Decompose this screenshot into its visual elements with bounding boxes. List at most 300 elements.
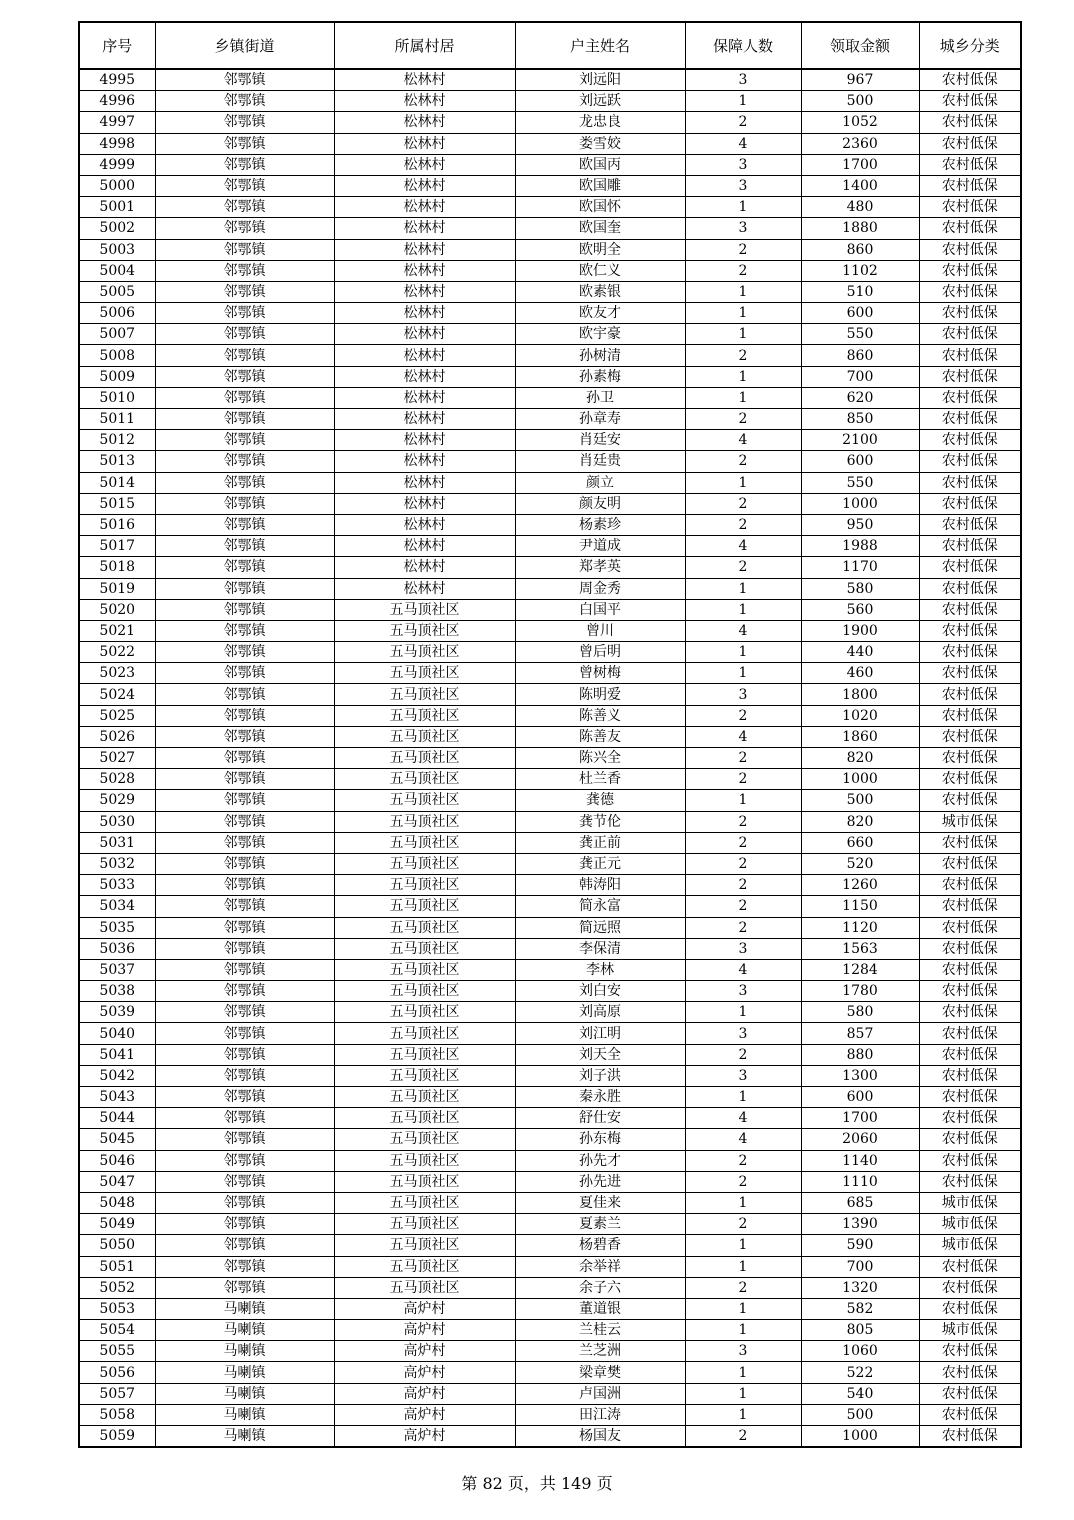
serial-number-cell: 5022 xyxy=(79,642,155,663)
householder-name-cell: 孙章寿 xyxy=(515,409,685,430)
serial-number-cell: 5023 xyxy=(79,663,155,684)
category-cell: 农村低保 xyxy=(919,366,1021,387)
householder-name-cell: 颜立 xyxy=(515,472,685,493)
category-cell: 农村低保 xyxy=(919,197,1021,218)
village-cell: 五马顶社区 xyxy=(334,938,515,959)
table-row xyxy=(79,959,1021,980)
table-row xyxy=(79,218,1021,239)
table-row xyxy=(79,1298,1021,1319)
householder-name-cell: 白国平 xyxy=(515,599,685,620)
serial-number-cell: 5014 xyxy=(79,472,155,493)
amount-cell: 1060 xyxy=(801,1341,919,1362)
table-row xyxy=(79,1150,1021,1171)
serial-number-cell: 5049 xyxy=(79,1214,155,1235)
serial-number-cell: 5032 xyxy=(79,853,155,874)
serial-number-cell: 5025 xyxy=(79,705,155,726)
amount-cell: 1800 xyxy=(801,684,919,705)
covered-persons-cell: 2 xyxy=(685,811,801,832)
table-row xyxy=(79,726,1021,747)
township-cell: 邻鄂镇 xyxy=(155,239,334,260)
covered-persons-cell: 1 xyxy=(685,663,801,684)
serial-number-cell: 5055 xyxy=(79,1341,155,1362)
householder-name-cell: 陈善义 xyxy=(515,705,685,726)
township-cell: 邻鄂镇 xyxy=(155,493,334,514)
village-cell: 五马顶社区 xyxy=(334,1192,515,1213)
village-cell: 松林村 xyxy=(334,69,515,91)
category-cell: 农村低保 xyxy=(919,726,1021,747)
township-cell: 邻鄂镇 xyxy=(155,536,334,557)
amount-cell: 550 xyxy=(801,472,919,493)
category-cell: 农村低保 xyxy=(919,324,1021,345)
amount-cell: 440 xyxy=(801,642,919,663)
category-cell: 农村低保 xyxy=(919,557,1021,578)
category-cell: 农村低保 xyxy=(919,1362,1021,1383)
township-cell: 邻鄂镇 xyxy=(155,620,334,641)
township-cell: 马喇镇 xyxy=(155,1404,334,1425)
table-row xyxy=(79,684,1021,705)
category-cell: 农村低保 xyxy=(919,1065,1021,1086)
householder-name-cell: 刘江明 xyxy=(515,1023,685,1044)
category-cell: 农村低保 xyxy=(919,536,1021,557)
covered-persons-cell: 2 xyxy=(685,1150,801,1171)
category-cell: 农村低保 xyxy=(919,1341,1021,1362)
serial-number-cell: 5034 xyxy=(79,896,155,917)
category-cell: 农村低保 xyxy=(919,769,1021,790)
category-cell: 农村低保 xyxy=(919,663,1021,684)
amount-cell: 620 xyxy=(801,387,919,408)
covered-persons-cell: 1 xyxy=(685,197,801,218)
township-cell: 邻鄂镇 xyxy=(155,303,334,324)
table-row xyxy=(79,1256,1021,1277)
amount-cell: 950 xyxy=(801,514,919,535)
amount-cell: 1400 xyxy=(801,175,919,196)
serial-number-cell: 5004 xyxy=(79,260,155,281)
village-cell: 松林村 xyxy=(334,557,515,578)
village-cell: 五马顶社区 xyxy=(334,790,515,811)
householder-name-cell: 兰芝洲 xyxy=(515,1341,685,1362)
serial-number-cell: 5003 xyxy=(79,239,155,260)
table-row xyxy=(79,769,1021,790)
village-cell: 五马顶社区 xyxy=(334,705,515,726)
header-village: 所属村居 xyxy=(334,22,515,69)
covered-persons-cell: 2 xyxy=(685,917,801,938)
householder-name-cell: 肖廷贵 xyxy=(515,451,685,472)
amount-cell: 820 xyxy=(801,811,919,832)
covered-persons-cell: 2 xyxy=(685,260,801,281)
serial-number-cell: 5026 xyxy=(79,726,155,747)
householder-name-cell: 舒仕安 xyxy=(515,1108,685,1129)
header-township: 乡镇街道 xyxy=(155,22,334,69)
householder-name-cell: 陈兴全 xyxy=(515,748,685,769)
covered-persons-cell: 1 xyxy=(685,324,801,345)
covered-persons-cell: 4 xyxy=(685,620,801,641)
category-cell: 农村低保 xyxy=(919,1087,1021,1108)
category-cell: 农村低保 xyxy=(919,599,1021,620)
householder-name-cell: 龚节伦 xyxy=(515,811,685,832)
amount-cell: 460 xyxy=(801,663,919,684)
covered-persons-cell: 3 xyxy=(685,69,801,91)
category-cell: 农村低保 xyxy=(919,112,1021,133)
covered-persons-cell: 2 xyxy=(685,493,801,514)
householder-name-cell: 刘高原 xyxy=(515,1002,685,1023)
village-cell: 五马顶社区 xyxy=(334,748,515,769)
amount-cell: 857 xyxy=(801,1023,919,1044)
amount-cell: 580 xyxy=(801,1002,919,1023)
table-row xyxy=(79,472,1021,493)
serial-number-cell: 5008 xyxy=(79,345,155,366)
category-cell: 农村低保 xyxy=(919,218,1021,239)
township-cell: 邻鄂镇 xyxy=(155,1002,334,1023)
village-cell: 松林村 xyxy=(334,133,515,154)
table-row xyxy=(79,1129,1021,1150)
covered-persons-cell: 2 xyxy=(685,1277,801,1298)
amount-cell: 510 xyxy=(801,281,919,302)
table-row xyxy=(79,811,1021,832)
amount-cell: 540 xyxy=(801,1383,919,1404)
amount-cell: 685 xyxy=(801,1192,919,1213)
township-cell: 邻鄂镇 xyxy=(155,1256,334,1277)
table-row xyxy=(79,493,1021,514)
amount-cell: 500 xyxy=(801,1404,919,1425)
serial-number-cell: 4995 xyxy=(79,69,155,91)
householder-name-cell: 梁章樊 xyxy=(515,1362,685,1383)
householder-name-cell: 孙先进 xyxy=(515,1171,685,1192)
serial-number-cell: 5059 xyxy=(79,1426,155,1448)
householder-name-cell: 刘远阳 xyxy=(515,69,685,91)
category-cell: 城市低保 xyxy=(919,1192,1021,1213)
table-row xyxy=(79,345,1021,366)
householder-name-cell: 夏素兰 xyxy=(515,1214,685,1235)
covered-persons-cell: 2 xyxy=(685,1426,801,1448)
householder-name-cell: 简远照 xyxy=(515,917,685,938)
serial-number-cell: 5024 xyxy=(79,684,155,705)
householder-name-cell: 娄雪姣 xyxy=(515,133,685,154)
category-cell: 农村低保 xyxy=(919,1404,1021,1425)
table-row xyxy=(79,981,1021,1002)
table-row xyxy=(79,324,1021,345)
category-cell: 城市低保 xyxy=(919,811,1021,832)
category-cell: 农村低保 xyxy=(919,1150,1021,1171)
serial-number-cell: 4998 xyxy=(79,133,155,154)
covered-persons-cell: 4 xyxy=(685,959,801,980)
serial-number-cell: 5015 xyxy=(79,493,155,514)
covered-persons-cell: 1 xyxy=(685,1192,801,1213)
covered-persons-cell: 1 xyxy=(685,472,801,493)
village-cell: 高炉村 xyxy=(334,1383,515,1404)
village-cell: 五马顶社区 xyxy=(334,599,515,620)
village-cell: 五马顶社区 xyxy=(334,684,515,705)
covered-persons-cell: 1 xyxy=(685,1383,801,1404)
amount-cell: 1260 xyxy=(801,875,919,896)
amount-cell: 967 xyxy=(801,69,919,91)
householder-name-cell: 龚正前 xyxy=(515,832,685,853)
covered-persons-cell: 2 xyxy=(685,896,801,917)
amount-cell: 1170 xyxy=(801,557,919,578)
table-row xyxy=(79,938,1021,959)
village-cell: 松林村 xyxy=(334,409,515,430)
serial-number-cell: 5035 xyxy=(79,917,155,938)
township-cell: 邻鄂镇 xyxy=(155,578,334,599)
category-cell: 农村低保 xyxy=(919,748,1021,769)
serial-number-cell: 5056 xyxy=(79,1362,155,1383)
category-cell: 农村低保 xyxy=(919,875,1021,896)
amount-cell: 1900 xyxy=(801,620,919,641)
township-cell: 邻鄂镇 xyxy=(155,853,334,874)
category-cell: 农村低保 xyxy=(919,239,1021,260)
covered-persons-cell: 4 xyxy=(685,1129,801,1150)
serial-number-cell: 5052 xyxy=(79,1277,155,1298)
category-cell: 农村低保 xyxy=(919,493,1021,514)
township-cell: 邻鄂镇 xyxy=(155,663,334,684)
householder-name-cell: 韩涛阳 xyxy=(515,875,685,896)
serial-number-cell: 5020 xyxy=(79,599,155,620)
serial-number-cell: 4999 xyxy=(79,154,155,175)
township-cell: 邻鄂镇 xyxy=(155,917,334,938)
covered-persons-cell: 1 xyxy=(685,1256,801,1277)
category-cell: 农村低保 xyxy=(919,684,1021,705)
table-row xyxy=(79,663,1021,684)
amount-cell: 1988 xyxy=(801,536,919,557)
table-row xyxy=(79,409,1021,430)
householder-name-cell: 欧国雕 xyxy=(515,175,685,196)
householder-name-cell: 孙先才 xyxy=(515,1150,685,1171)
covered-persons-cell: 2 xyxy=(685,112,801,133)
category-cell: 城市低保 xyxy=(919,1214,1021,1235)
householder-name-cell: 李林 xyxy=(515,959,685,980)
village-cell: 五马顶社区 xyxy=(334,1214,515,1235)
covered-persons-cell: 3 xyxy=(685,218,801,239)
covered-persons-cell: 2 xyxy=(685,769,801,790)
serial-number-cell: 5019 xyxy=(79,578,155,599)
amount-cell: 1780 xyxy=(801,981,919,1002)
village-cell: 五马顶社区 xyxy=(334,1108,515,1129)
township-cell: 邻鄂镇 xyxy=(155,451,334,472)
village-cell: 五马顶社区 xyxy=(334,1044,515,1065)
amount-cell: 590 xyxy=(801,1235,919,1256)
category-cell: 城市低保 xyxy=(919,1320,1021,1341)
village-cell: 五马顶社区 xyxy=(334,917,515,938)
serial-number-cell: 5017 xyxy=(79,536,155,557)
serial-number-cell: 5031 xyxy=(79,832,155,853)
serial-number-cell: 5021 xyxy=(79,620,155,641)
serial-number-cell: 5037 xyxy=(79,959,155,980)
village-cell: 松林村 xyxy=(334,472,515,493)
village-cell: 五马顶社区 xyxy=(334,620,515,641)
village-cell: 松林村 xyxy=(334,175,515,196)
amount-cell: 600 xyxy=(801,1087,919,1108)
relief-roster-table xyxy=(78,21,1022,1448)
serial-number-cell: 5053 xyxy=(79,1298,155,1319)
covered-persons-cell: 3 xyxy=(685,938,801,959)
category-cell: 农村低保 xyxy=(919,1108,1021,1129)
village-cell: 五马顶社区 xyxy=(334,726,515,747)
amount-cell: 1120 xyxy=(801,917,919,938)
village-cell: 松林村 xyxy=(334,536,515,557)
township-cell: 邻鄂镇 xyxy=(155,599,334,620)
householder-name-cell: 陈善友 xyxy=(515,726,685,747)
serial-number-cell: 5005 xyxy=(79,281,155,302)
township-cell: 邻鄂镇 xyxy=(155,197,334,218)
amount-cell: 600 xyxy=(801,303,919,324)
table-row xyxy=(79,1214,1021,1235)
serial-number-cell: 5044 xyxy=(79,1108,155,1129)
serial-number-cell: 4997 xyxy=(79,112,155,133)
table-row xyxy=(79,1383,1021,1404)
householder-name-cell: 杨素珍 xyxy=(515,514,685,535)
serial-number-cell: 5007 xyxy=(79,324,155,345)
table-row xyxy=(79,557,1021,578)
householder-name-cell: 刘远跃 xyxy=(515,91,685,112)
page-footer xyxy=(0,1471,1074,1494)
serial-number-cell: 5016 xyxy=(79,514,155,535)
householder-name-cell: 曾川 xyxy=(515,620,685,641)
table-row xyxy=(79,1023,1021,1044)
covered-persons-cell: 1 xyxy=(685,599,801,620)
table-row xyxy=(79,1362,1021,1383)
amount-cell: 522 xyxy=(801,1362,919,1383)
serial-number-cell: 5036 xyxy=(79,938,155,959)
amount-cell: 1020 xyxy=(801,705,919,726)
village-cell: 五马顶社区 xyxy=(334,1065,515,1086)
householder-name-cell: 刘天全 xyxy=(515,1044,685,1065)
table-header xyxy=(79,22,1021,69)
serial-number-cell: 5013 xyxy=(79,451,155,472)
table-row xyxy=(79,1341,1021,1362)
category-cell: 农村低保 xyxy=(919,832,1021,853)
covered-persons-cell: 1 xyxy=(685,303,801,324)
category-cell: 农村低保 xyxy=(919,175,1021,196)
village-cell: 松林村 xyxy=(334,430,515,451)
amount-cell: 860 xyxy=(801,239,919,260)
householder-name-cell: 夏佳来 xyxy=(515,1192,685,1213)
village-cell: 高炉村 xyxy=(334,1298,515,1319)
amount-cell: 580 xyxy=(801,578,919,599)
amount-cell: 560 xyxy=(801,599,919,620)
table-row xyxy=(79,69,1021,91)
village-cell: 松林村 xyxy=(334,239,515,260)
table-row xyxy=(79,620,1021,641)
amount-cell: 700 xyxy=(801,1256,919,1277)
covered-persons-cell: 2 xyxy=(685,451,801,472)
covered-persons-cell: 2 xyxy=(685,875,801,896)
category-cell: 农村低保 xyxy=(919,1002,1021,1023)
table-row xyxy=(79,281,1021,302)
amount-cell: 1052 xyxy=(801,112,919,133)
category-cell: 农村低保 xyxy=(919,981,1021,1002)
table-row xyxy=(79,1002,1021,1023)
township-cell: 邻鄂镇 xyxy=(155,684,334,705)
table-row xyxy=(79,748,1021,769)
table-row xyxy=(79,1426,1021,1448)
township-cell: 邻鄂镇 xyxy=(155,938,334,959)
village-cell: 松林村 xyxy=(334,154,515,175)
covered-persons-cell: 2 xyxy=(685,832,801,853)
village-cell: 五马顶社区 xyxy=(334,1129,515,1150)
category-cell: 农村低保 xyxy=(919,1129,1021,1150)
householder-name-cell: 杨碧香 xyxy=(515,1235,685,1256)
covered-persons-cell: 1 xyxy=(685,1320,801,1341)
householder-name-cell: 简永富 xyxy=(515,896,685,917)
covered-persons-cell: 2 xyxy=(685,409,801,430)
category-cell: 农村低保 xyxy=(919,853,1021,874)
table-row xyxy=(79,514,1021,535)
covered-persons-cell: 1 xyxy=(685,281,801,302)
householder-name-cell: 秦永胜 xyxy=(515,1087,685,1108)
table-row xyxy=(79,260,1021,281)
township-cell: 邻鄂镇 xyxy=(155,133,334,154)
covered-persons-cell: 1 xyxy=(685,1298,801,1319)
category-cell: 城市低保 xyxy=(919,1235,1021,1256)
amount-cell: 1110 xyxy=(801,1171,919,1192)
covered-persons-cell: 1 xyxy=(685,790,801,811)
category-cell: 农村低保 xyxy=(919,896,1021,917)
township-cell: 邻鄂镇 xyxy=(155,959,334,980)
covered-persons-cell: 3 xyxy=(685,154,801,175)
covered-persons-cell: 2 xyxy=(685,239,801,260)
table-row xyxy=(79,112,1021,133)
covered-persons-cell: 3 xyxy=(685,1065,801,1086)
category-cell: 农村低保 xyxy=(919,387,1021,408)
village-cell: 松林村 xyxy=(334,260,515,281)
category-cell: 农村低保 xyxy=(919,1426,1021,1448)
township-cell: 邻鄂镇 xyxy=(155,112,334,133)
serial-number-cell: 5045 xyxy=(79,1129,155,1150)
category-cell: 农村低保 xyxy=(919,705,1021,726)
village-cell: 松林村 xyxy=(334,493,515,514)
amount-cell: 1563 xyxy=(801,938,919,959)
householder-name-cell: 肖廷安 xyxy=(515,430,685,451)
serial-number-cell: 5038 xyxy=(79,981,155,1002)
amount-cell: 2100 xyxy=(801,430,919,451)
table-row xyxy=(79,917,1021,938)
table-row xyxy=(79,1044,1021,1065)
village-cell: 五马顶社区 xyxy=(334,1235,515,1256)
category-cell: 农村低保 xyxy=(919,1171,1021,1192)
table-row xyxy=(79,239,1021,260)
covered-persons-cell: 1 xyxy=(685,387,801,408)
serial-number-cell: 5009 xyxy=(79,366,155,387)
table-row xyxy=(79,1404,1021,1425)
table-row xyxy=(79,387,1021,408)
serial-number-cell: 5041 xyxy=(79,1044,155,1065)
serial-number-cell: 5050 xyxy=(79,1235,155,1256)
township-cell: 邻鄂镇 xyxy=(155,1108,334,1129)
township-cell: 邻鄂镇 xyxy=(155,260,334,281)
covered-persons-cell: 1 xyxy=(685,1362,801,1383)
village-cell: 五马顶社区 xyxy=(334,1256,515,1277)
village-cell: 五马顶社区 xyxy=(334,811,515,832)
amount-cell: 480 xyxy=(801,197,919,218)
category-cell: 农村低保 xyxy=(919,790,1021,811)
covered-persons-cell: 4 xyxy=(685,430,801,451)
serial-number-cell: 5048 xyxy=(79,1192,155,1213)
householder-name-cell: 董道银 xyxy=(515,1298,685,1319)
covered-persons-cell: 4 xyxy=(685,1108,801,1129)
township-cell: 邻鄂镇 xyxy=(155,154,334,175)
category-cell: 农村低保 xyxy=(919,133,1021,154)
village-cell: 高炉村 xyxy=(334,1341,515,1362)
table-row xyxy=(79,536,1021,557)
category-cell: 农村低保 xyxy=(919,1277,1021,1298)
township-cell: 邻鄂镇 xyxy=(155,345,334,366)
village-cell: 松林村 xyxy=(334,366,515,387)
township-cell: 邻鄂镇 xyxy=(155,430,334,451)
township-cell: 邻鄂镇 xyxy=(155,1214,334,1235)
householder-name-cell: 欧国丙 xyxy=(515,154,685,175)
covered-persons-cell: 3 xyxy=(685,684,801,705)
covered-persons-cell: 1 xyxy=(685,642,801,663)
category-cell: 农村低保 xyxy=(919,917,1021,938)
